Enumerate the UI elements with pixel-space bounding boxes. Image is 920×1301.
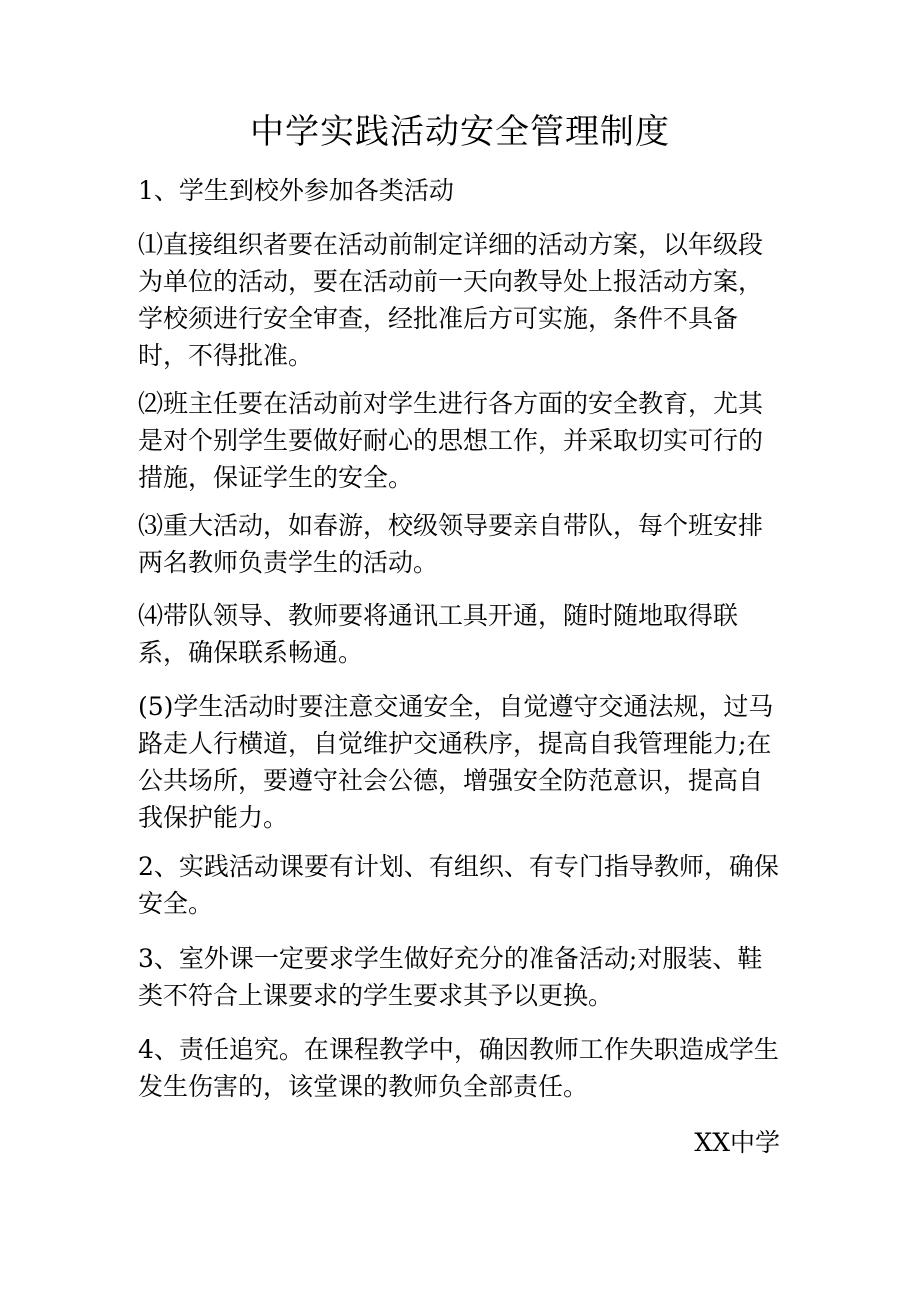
- section-2: 2、实践活动课要有计划、有组织、有专门指导教师，确保安全。: [138, 852, 779, 918]
- item-1-4: ⑷带队领导、教师要将通讯工具开通，随时随地取得联系，确保联系畅通。: [138, 601, 739, 667]
- school-signature: XX中学: [694, 1128, 780, 1157]
- item-1-3: ⑶重大活动，如春游，校级领导要亲自带队，每个班安排两名教师负责学生的活动。: [138, 511, 764, 577]
- item-1-1: ⑴直接组织者要在活动前制定详细的活动方案，以年级段为单位的活动，要在活动前一天向教导处上报活动方案，学校须进行安全审查，经批准后方可实施，条件不具备时，不得批准。: [138, 230, 764, 370]
- section-3: 3、室外课一定要求学生做好充分的准备活动;对服装、鞋类不符合上课要求的学生要求其予以更换。: [138, 944, 763, 1010]
- item-1-2: ⑵班主任要在活动前对学生进行各方面的安全教育，尤其是对个别学生要做好耐心的思想工作，并采取切实可行的措施，保证学生的安全。: [138, 389, 764, 492]
- section-1-heading: 1、学生到校外参加各类活动: [138, 176, 454, 205]
- item-1-5: (5)学生活动时要注意交通安全，自觉遵守交通法规，过马路走人行横道，自觉维护交通秩序，提高自我管理能力;在公共场所，要遵守社会公德，增强安全防范意识，提高自我保护能力。: [138, 692, 774, 832]
- section-4: 4、责任追究。在课程教学中，确因教师工作失职造成学生发生伤害的，该堂课的教师负全部责任。: [138, 1035, 779, 1101]
- document-title: 中学实践活动安全管理制度: [250, 112, 670, 152]
